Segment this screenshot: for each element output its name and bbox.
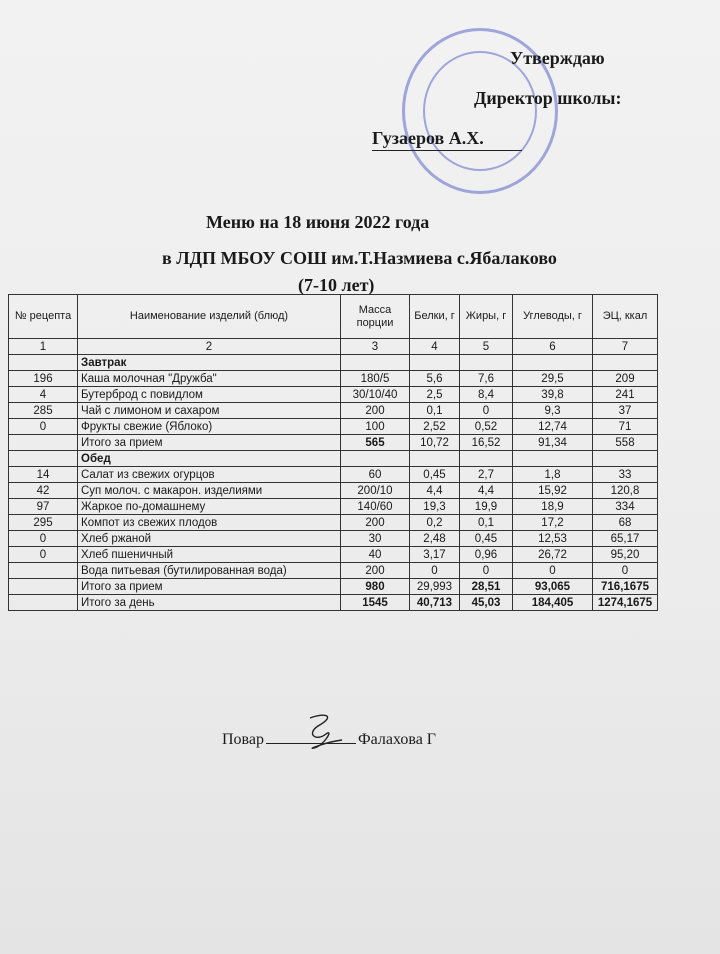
table-cell: 97 xyxy=(9,499,78,515)
table-cell: 4 xyxy=(410,339,460,355)
column-header: № рецепта xyxy=(9,295,78,339)
table-cell: 0 xyxy=(9,531,78,547)
table-cell: 200 xyxy=(341,563,410,579)
column-header: Масса порции xyxy=(341,295,410,339)
section-row-breakfast xyxy=(9,355,658,371)
table-cell: Чай с лимоном и сахаром xyxy=(78,403,341,419)
table-cell: 19,9 xyxy=(460,499,513,515)
table-cell xyxy=(410,355,460,371)
table-cell: Обед xyxy=(78,451,341,467)
table-cell: 200 xyxy=(341,515,410,531)
table-cell: 2,52 xyxy=(410,419,460,435)
table-row xyxy=(9,483,658,499)
table-cell: Бутерброд с повидлом xyxy=(78,387,341,403)
table-cell: Фрукты свежие (Яблоко) xyxy=(78,419,341,435)
table-cell: Итого за прием xyxy=(78,435,341,451)
table-row xyxy=(9,531,658,547)
approval-heading: Утверждаю xyxy=(510,48,605,68)
table-cell: Итого за день xyxy=(78,595,341,611)
table-cell: 0,52 xyxy=(460,419,513,435)
table-cell xyxy=(513,451,593,467)
table-cell: Салат из свежих огурцов xyxy=(78,467,341,483)
table-cell: 0 xyxy=(9,419,78,435)
column-header: ЭЦ, ккал xyxy=(593,295,658,339)
table-cell xyxy=(460,451,513,467)
table-cell: Хлеб ржаной xyxy=(78,531,341,547)
table-cell: 0,45 xyxy=(410,467,460,483)
table-row xyxy=(9,419,658,435)
table-cell: 1,8 xyxy=(513,467,593,483)
table-row xyxy=(9,403,658,419)
table-cell: 40 xyxy=(341,547,410,563)
table-cell: 295 xyxy=(9,515,78,531)
table-cell: 5 xyxy=(460,339,513,355)
section-row-lunch xyxy=(9,451,658,467)
table-cell: 120,8 xyxy=(593,483,658,499)
table-cell: 716,1675 xyxy=(593,579,658,595)
table-row xyxy=(9,563,658,579)
column-header: Наименование изделий (блюд) xyxy=(78,295,341,339)
table-cell xyxy=(9,451,78,467)
table-cell: 2,7 xyxy=(460,467,513,483)
table-cell: Жаркое по-домашнему xyxy=(78,499,341,515)
day-total-row xyxy=(9,595,658,611)
table-cell xyxy=(9,355,78,371)
table-cell: 196 xyxy=(9,371,78,387)
table-cell: 3,17 xyxy=(410,547,460,563)
table-cell: 9,3 xyxy=(513,403,593,419)
table-cell: 565 xyxy=(341,435,410,451)
table-cell: Завтрак xyxy=(78,355,341,371)
lunch-total-row xyxy=(9,579,658,595)
table-cell: 33 xyxy=(593,467,658,483)
table-cell xyxy=(341,451,410,467)
table-cell: 0 xyxy=(593,563,658,579)
table-cell: 2,5 xyxy=(410,387,460,403)
table-cell: 4,4 xyxy=(460,483,513,499)
table-cell: 0 xyxy=(9,547,78,563)
table-cell: 2,48 xyxy=(410,531,460,547)
table-cell: 91,34 xyxy=(513,435,593,451)
table-cell: 100 xyxy=(341,419,410,435)
table-cell xyxy=(410,451,460,467)
table-cell: 180/5 xyxy=(341,371,410,387)
table-cell: 8,4 xyxy=(460,387,513,403)
approval-name: Гузаеров А.Х. xyxy=(372,128,484,148)
table-header-row xyxy=(9,295,658,339)
table-cell: 95,20 xyxy=(593,547,658,563)
table-cell: 37 xyxy=(593,403,658,419)
table-cell: 28,51 xyxy=(460,579,513,595)
table-cell: 4,4 xyxy=(410,483,460,499)
table-cell: 0,1 xyxy=(460,515,513,531)
table-cell: 0,2 xyxy=(410,515,460,531)
table-cell: 0,96 xyxy=(460,547,513,563)
table-cell: Суп молоч. с макарон. изделиями xyxy=(78,483,341,499)
table-row xyxy=(9,547,658,563)
column-number-row xyxy=(9,339,658,355)
column-header: Жиры, г xyxy=(460,295,513,339)
column-header: Углеводы, г xyxy=(513,295,593,339)
table-row xyxy=(9,467,658,483)
table-cell: 26,72 xyxy=(513,547,593,563)
table-cell: 558 xyxy=(593,435,658,451)
table-cell: 60 xyxy=(341,467,410,483)
menu-age-group: (7-10 лет) xyxy=(298,275,375,295)
table-cell: Компот из свежих плодов xyxy=(78,515,341,531)
table-cell: 40,713 xyxy=(410,595,460,611)
menu-title: Меню на 18 июня 2022 года xyxy=(206,212,430,232)
table-cell: 17,2 xyxy=(513,515,593,531)
table-cell: 0 xyxy=(460,563,513,579)
table-cell: 200/10 xyxy=(341,483,410,499)
table-cell: 0,45 xyxy=(460,531,513,547)
table-cell xyxy=(593,355,658,371)
table-cell: 15,92 xyxy=(513,483,593,499)
table-cell: 18,9 xyxy=(513,499,593,515)
table-cell xyxy=(9,563,78,579)
table-cell: 19,3 xyxy=(410,499,460,515)
table-cell: 3 xyxy=(341,339,410,355)
cook-label: Повар xyxy=(222,731,264,748)
table-cell: 200 xyxy=(341,403,410,419)
table-cell xyxy=(9,435,78,451)
breakfast-total-row xyxy=(9,435,658,451)
table-cell: 0 xyxy=(460,403,513,419)
menu-subtitle: в ЛДП МБОУ СОШ им.Т.Назмиева с.Ябалаково xyxy=(162,248,557,268)
table-cell: 14 xyxy=(9,467,78,483)
table-cell: 65,17 xyxy=(593,531,658,547)
table-row xyxy=(9,499,658,515)
table-cell: 241 xyxy=(593,387,658,403)
table-cell: 16,52 xyxy=(460,435,513,451)
table-cell: 0,1 xyxy=(410,403,460,419)
table-row xyxy=(9,371,658,387)
table-cell: 7 xyxy=(593,339,658,355)
table-cell: 29,5 xyxy=(513,371,593,387)
menu-table xyxy=(8,294,658,611)
table-cell: 7,6 xyxy=(460,371,513,387)
table-cell: Каша молочная "Дружба" xyxy=(78,371,341,387)
table-cell xyxy=(460,355,513,371)
table-cell: 184,405 xyxy=(513,595,593,611)
table-cell: Итого за прием xyxy=(78,579,341,595)
table-cell: 209 xyxy=(593,371,658,387)
director-signature-line xyxy=(372,150,522,151)
column-header: Белки, г xyxy=(410,295,460,339)
table-cell: 39,8 xyxy=(513,387,593,403)
table-cell xyxy=(9,579,78,595)
approval-position: Директор школы: xyxy=(474,88,622,108)
table-cell: 42 xyxy=(9,483,78,499)
table-cell: 29,993 xyxy=(410,579,460,595)
table-cell: 980 xyxy=(341,579,410,595)
table-cell: 30/10/40 xyxy=(341,387,410,403)
table-row xyxy=(9,515,658,531)
table-cell: Вода питьевая (бутилированная вода) xyxy=(78,563,341,579)
table-cell xyxy=(513,355,593,371)
table-cell: 2 xyxy=(78,339,341,355)
table-row xyxy=(9,387,658,403)
table-cell: 285 xyxy=(9,403,78,419)
table-cell: 5,6 xyxy=(410,371,460,387)
table-cell xyxy=(341,355,410,371)
table-cell: 10,72 xyxy=(410,435,460,451)
table-cell: Хлеб пшеничный xyxy=(78,547,341,563)
cook-name: Фалахова Г xyxy=(358,731,437,748)
table-cell: 93,065 xyxy=(513,579,593,595)
table-cell: 0 xyxy=(410,563,460,579)
table-cell: 45,03 xyxy=(460,595,513,611)
table-cell: 0 xyxy=(513,563,593,579)
cook-handwritten-signature xyxy=(296,712,356,752)
table-cell: 71 xyxy=(593,419,658,435)
table-cell: 12,74 xyxy=(513,419,593,435)
table-cell xyxy=(9,595,78,611)
table-cell: 1274,1675 xyxy=(593,595,658,611)
table-cell: 4 xyxy=(9,387,78,403)
table-cell xyxy=(593,451,658,467)
table-cell: 6 xyxy=(513,339,593,355)
table-cell: 140/60 xyxy=(341,499,410,515)
table-cell: 68 xyxy=(593,515,658,531)
table-cell: 334 xyxy=(593,499,658,515)
table-cell: 30 xyxy=(341,531,410,547)
table-cell: 1545 xyxy=(341,595,410,611)
table-cell: 1 xyxy=(9,339,78,355)
table-cell: 12,53 xyxy=(513,531,593,547)
